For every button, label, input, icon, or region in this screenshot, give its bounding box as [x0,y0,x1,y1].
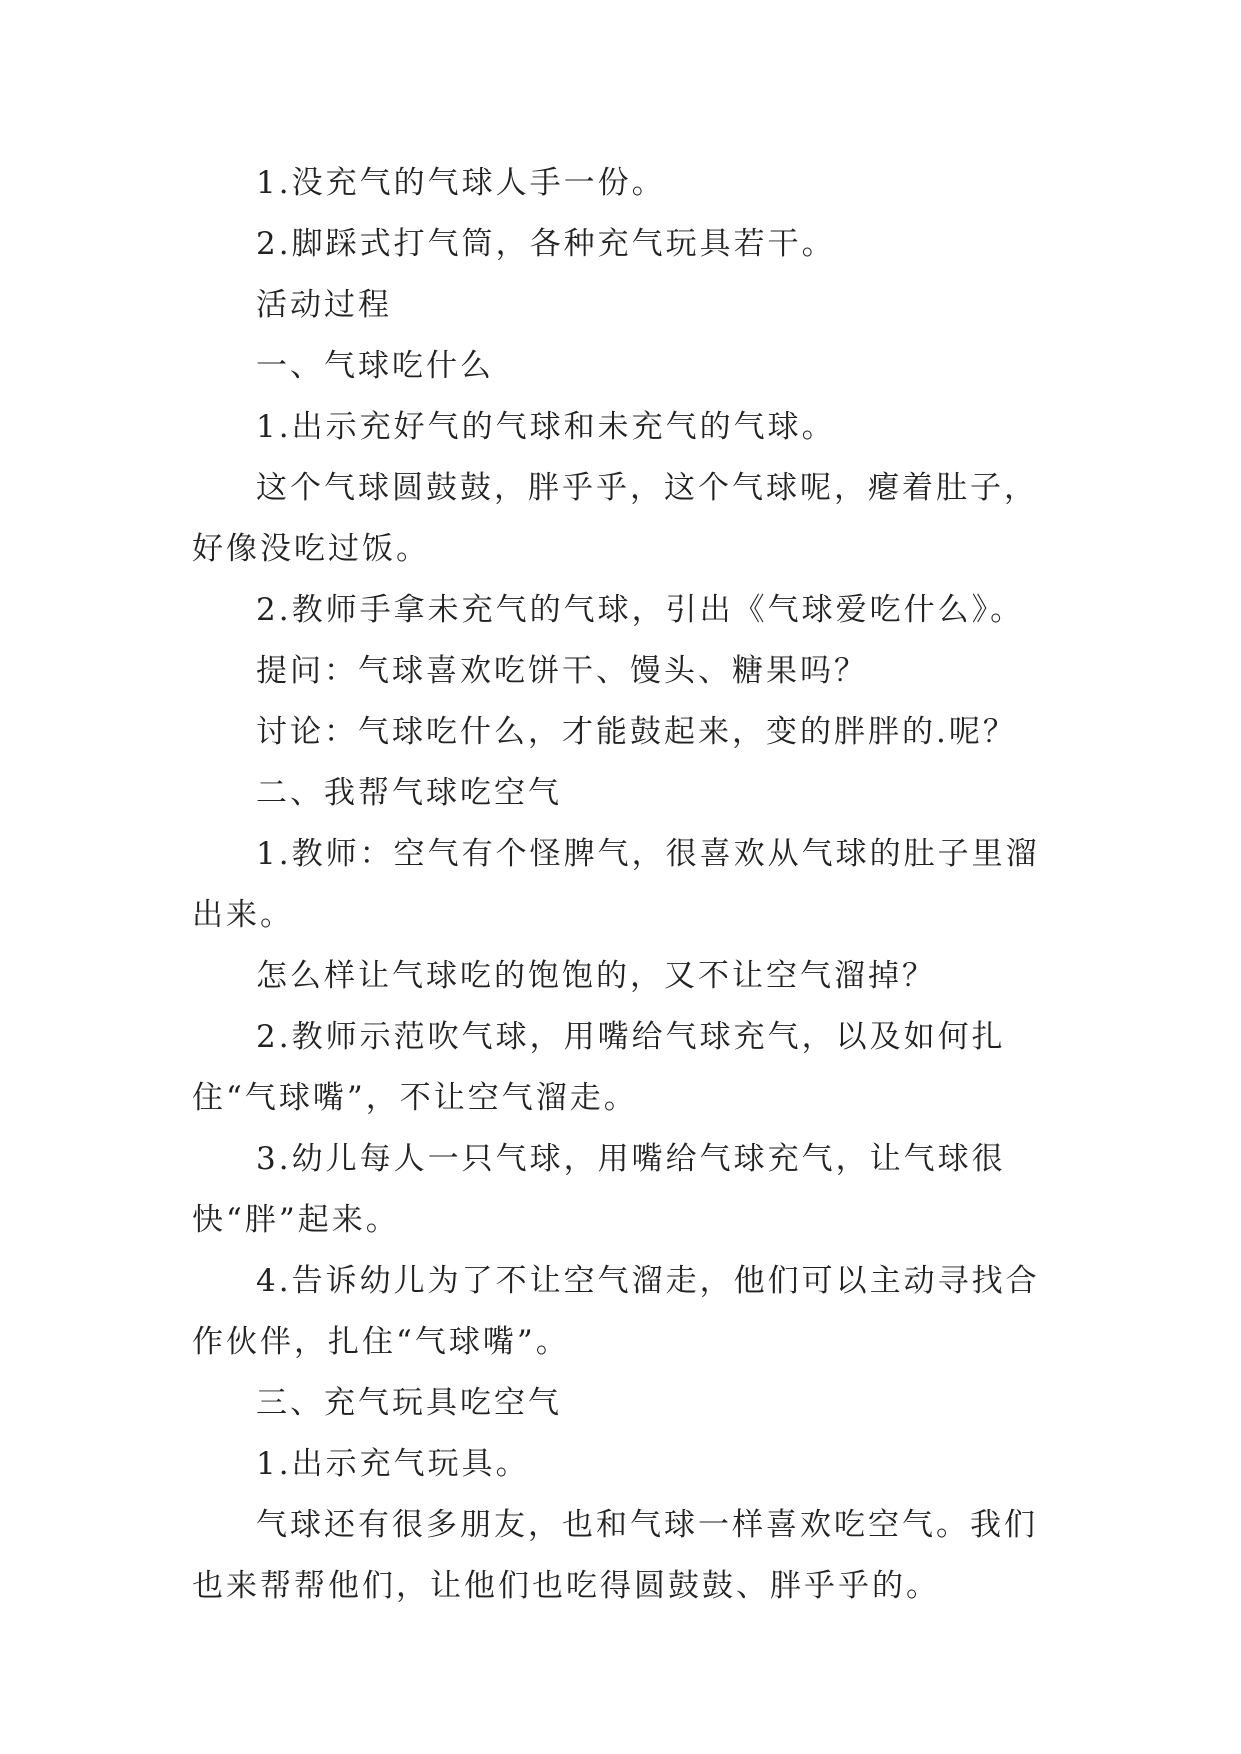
paragraph: 4.告诉幼儿为了不让空气溜走，他们可以主动寻找合作伙伴，扎住“气球嘴”。 [192,1263,1040,1360]
paragraph: 提问：气球喜欢吃饼干、馒头、糖果吗？ [256,653,868,689]
paragraph: 2.教师手拿未充气的气球，引出《气球爱吃什么》。 [256,592,1025,628]
paragraph: 讨论：气球吃什么，才能鼓起来，变的胖胖的.呢？ [256,714,1017,750]
paragraph: 1.出示充好气的气球和未充气的气球。 [256,409,836,445]
paragraph: 2.教师示范吹气球，用嘴给气球充气，以及如何扎住“气球嘴”，不让空气溜走。 [192,1019,1006,1116]
paragraph: 怎么样让气球吃的饱饱的，又不让空气溜掉？ [256,958,936,994]
section-heading: 活动过程 [256,287,392,323]
section-heading: 一、气球吃什么 [256,348,494,384]
document-body [192,153,1052,1617]
paragraph: 这个气球圆鼓鼓，胖乎乎，这个气球呢，瘪着肚子，好像没吃过饭。 [192,470,1038,567]
paragraph: 3.幼儿每人一只气球，用嘴给气球充气，让气球很快“胖”起来。 [192,1141,1006,1238]
paragraph: 气球还有很多朋友，也和气球一样喜欢吃空气。我们也来帮帮他们，让他们也吃得圆鼓鼓、胖乎乎的。 [192,1507,1038,1604]
section-heading: 二、我帮气球吃空气 [256,775,562,811]
paragraph: 2.脚踩式打气筒，各种充气玩具若干。 [256,226,836,262]
section-heading: 三、充气玩具吃空气 [256,1385,562,1421]
paragraph: 1.出示充气玩具。 [256,1446,530,1482]
paragraph: 1.没充气的气球人手一份。 [256,165,666,201]
paragraph: 1.教师：空气有个怪脾气，很喜欢从气球的肚子里溜出来。 [192,836,1040,933]
